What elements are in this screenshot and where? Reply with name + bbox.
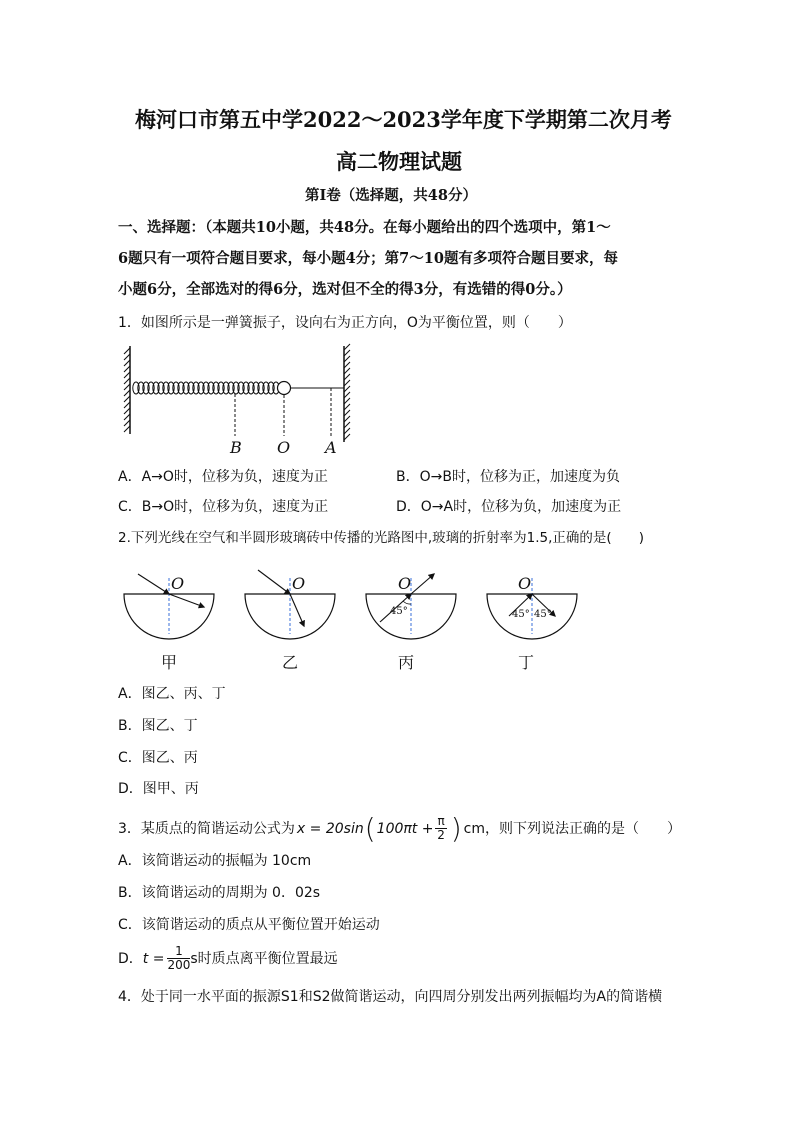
label-A: A	[325, 438, 337, 457]
figure-jia	[124, 574, 214, 639]
q3-option-D-pre: D．	[118, 950, 143, 967]
caption-ding: 丁	[518, 653, 535, 672]
q3-option-D-fraction	[167, 945, 190, 972]
q3-left-paren: (	[364, 811, 376, 845]
q4-stem: 4．处于同一水平面的振源S1和S2做简谐运动，向四周分别发出两列振幅均为A的简谐横	[118, 989, 663, 1005]
q3-option-B: B．该简谐运动的周期为 0．02s	[118, 885, 321, 901]
caption-jia: 甲	[161, 653, 178, 672]
q3-option-D	[118, 945, 338, 972]
q2-option-C: C．图乙、丙	[118, 750, 198, 766]
page-title: 梅河口市第五中学2022～2023学年度下学期第二次月考	[135, 107, 672, 132]
oscillator-ball	[278, 382, 291, 395]
q3-option-D-num: 1	[167, 945, 190, 959]
q2-option-D: D．图甲、丙	[118, 781, 199, 797]
section-heading: 第Ⅰ卷（选择题，共48分）	[305, 187, 477, 204]
q3-option-D-t: t =	[142, 950, 165, 967]
q2-option-B: B．图乙、丁	[118, 718, 198, 734]
q3-right-paren: )	[450, 811, 462, 845]
q1-option-A: A．A→O时，位移为负，速度为正	[118, 469, 328, 485]
label-B: B	[230, 438, 242, 457]
q3-fraction-num: π	[437, 814, 445, 828]
ding-angle-label-right: 45°	[534, 609, 552, 620]
q1-option-C: C．B→O时，位移为负，速度为正	[118, 499, 329, 515]
q1-stem: 1．如图所示是一弹簧振子，设向右为正方向，O为平衡位置，则（ ）	[118, 315, 572, 331]
figure-ding	[487, 578, 577, 639]
instruction-line-3: 小题6分，全部选对的得6分，选对但不全的得3分，有选错的得0分。）	[118, 281, 572, 298]
light-path-figures	[118, 560, 598, 645]
jia-point-O: O	[171, 574, 185, 593]
q3-formula-inner: 100πt +	[376, 820, 434, 837]
q3-stem	[118, 811, 681, 845]
q3-option-A: A．该简谐运动的振幅为 10cm	[118, 853, 312, 869]
instruction-line-2: 6题只有一项符合题目要求，每小题4分；第7～10题有多项符合题目要求，每	[118, 250, 618, 267]
ding-angle-label-left: 45°	[512, 609, 530, 620]
q3-option-D-post: s时质点离平衡位置最远	[190, 950, 338, 967]
q1-option-B: B．O→B时，位移为正，加速度为负	[396, 469, 620, 485]
q3-formula-lhs: x = 20sin	[296, 820, 364, 837]
q3-option-C: C．该简谐运动的质点从平衡位置开始运动	[118, 917, 380, 933]
q3-stem-pre: 3．某质点的简谐运动公式为	[118, 820, 295, 837]
q3-fraction-den: 2	[437, 828, 445, 842]
caption-bing: 丙	[398, 653, 415, 672]
q2-stem: 2.下列光线在空气和半圆形玻璃砖中传播的光路图中,玻璃的折射率为1.5,正确的是( )	[118, 530, 644, 546]
spring-coils	[133, 382, 279, 394]
q3-stem-post: ，则下列说法正确的是（ ）	[485, 820, 681, 837]
bing-angle-label: 45°	[390, 606, 408, 617]
yi-point-O: O	[292, 574, 306, 593]
ding-point-O: O	[518, 574, 532, 593]
q3-fraction	[435, 815, 446, 842]
q1-option-D: D．O→A时，位移为负，加速度为正	[396, 499, 622, 515]
q3-formula-unit: cm	[463, 820, 485, 837]
page-subtitle: 高二物理试题	[336, 149, 462, 174]
label-O: O	[277, 438, 291, 457]
bing-point-O: O	[398, 574, 412, 593]
instruction-line-1: 一、选择题：（本题共10小题，共48分。在每小题给出的四个选项中，第1～	[118, 219, 611, 236]
q2-option-A: A．图乙、丙、丁	[118, 686, 226, 702]
q3-option-D-den: 200	[167, 958, 191, 972]
figure-yi	[245, 570, 335, 639]
caption-yi: 乙	[282, 653, 299, 672]
